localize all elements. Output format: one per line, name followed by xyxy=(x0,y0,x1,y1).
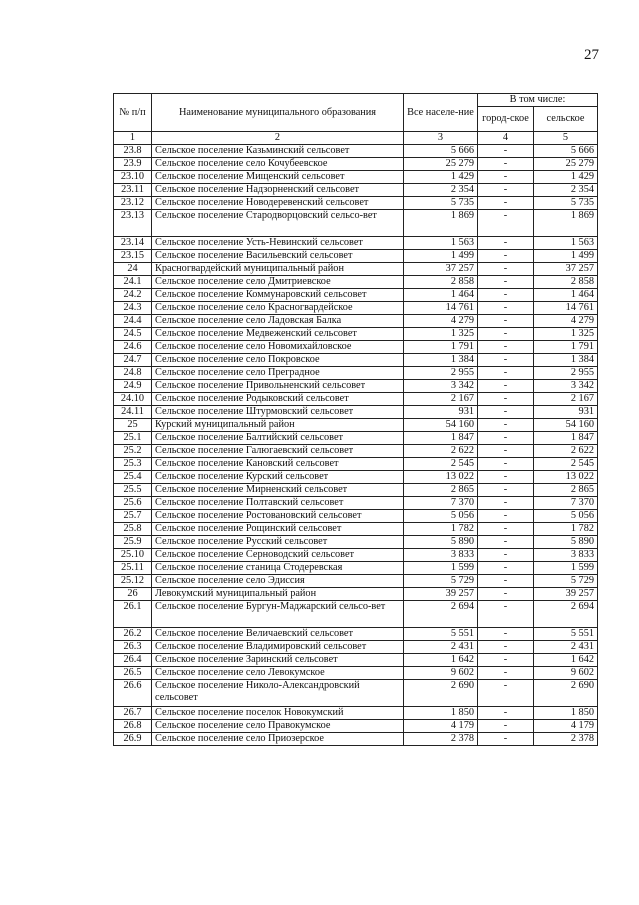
table-row xyxy=(114,680,598,707)
rural-population: 1 599 xyxy=(534,562,598,575)
rural-population: 5 735 xyxy=(534,197,598,210)
total-population: 5 666 xyxy=(404,145,478,158)
row-number: 25.10 xyxy=(114,549,152,562)
rural-population: 1 464 xyxy=(534,289,598,302)
municipality-name: Сельское поселение Надзорненский сельсовет xyxy=(152,184,404,197)
rural-population: 1 429 xyxy=(534,171,598,184)
total-population: 13 022 xyxy=(404,471,478,484)
table-row xyxy=(114,184,598,197)
row-number: 26.5 xyxy=(114,667,152,680)
total-population: 39 257 xyxy=(404,588,478,601)
row-number: 24.2 xyxy=(114,289,152,302)
row-number: 23.14 xyxy=(114,237,152,250)
table-row xyxy=(114,393,598,406)
municipality-name: Красногвардейский муниципальный район xyxy=(152,263,404,276)
urban-population: - xyxy=(478,471,534,484)
table-row xyxy=(114,523,598,536)
urban-population: - xyxy=(478,562,534,575)
municipality-name: Сельское поселение Штурмовский сельсовет xyxy=(152,406,404,419)
municipality-name: Сельское поселение Мищенский сельсовет xyxy=(152,171,404,184)
municipality-name: Сельское поселение Стародворцовский сельсо-вет xyxy=(152,210,404,237)
row-number: 25.12 xyxy=(114,575,152,588)
row-number: 25.1 xyxy=(114,432,152,445)
municipality-name: Сельское поселение Родыковский сельсовет xyxy=(152,393,404,406)
total-population: 25 279 xyxy=(404,158,478,171)
table-row xyxy=(114,575,598,588)
urban-population: - xyxy=(478,654,534,667)
rural-population: 4 179 xyxy=(534,720,598,733)
municipality-name: Сельское поселение Заринский сельсовет xyxy=(152,654,404,667)
urban-population: - xyxy=(478,315,534,328)
rural-population: 5 729 xyxy=(534,575,598,588)
row-number: 25.7 xyxy=(114,510,152,523)
row-number: 26.7 xyxy=(114,707,152,720)
municipality-name: Сельское поселение Мирненский сельсовет xyxy=(152,484,404,497)
municipality-name: Сельское поселение село Покровское xyxy=(152,354,404,367)
rural-population: 1 642 xyxy=(534,654,598,667)
urban-population: - xyxy=(478,302,534,315)
header-including: В том числе: xyxy=(478,94,598,107)
urban-population: - xyxy=(478,497,534,510)
table-row xyxy=(114,536,598,549)
row-number: 24.1 xyxy=(114,276,152,289)
table-row xyxy=(114,276,598,289)
urban-population: - xyxy=(478,445,534,458)
table-row xyxy=(114,432,598,445)
row-number: 24.6 xyxy=(114,341,152,354)
rural-population: 2 545 xyxy=(534,458,598,471)
urban-population: - xyxy=(478,588,534,601)
row-number: 23.12 xyxy=(114,197,152,210)
total-population: 7 370 xyxy=(404,497,478,510)
row-number: 25.4 xyxy=(114,471,152,484)
rural-population: 37 257 xyxy=(534,263,598,276)
row-number: 24 xyxy=(114,263,152,276)
urban-population: - xyxy=(478,276,534,289)
row-number: 25.5 xyxy=(114,484,152,497)
header-rural: сельское xyxy=(534,107,598,132)
row-number: 23.11 xyxy=(114,184,152,197)
total-population: 3 342 xyxy=(404,380,478,393)
municipality-name: Сельское поселение село Приозерское xyxy=(152,733,404,746)
total-population: 2 545 xyxy=(404,458,478,471)
row-number: 25.9 xyxy=(114,536,152,549)
header-name: Наименование муниципального образования xyxy=(152,94,404,132)
urban-population: - xyxy=(478,263,534,276)
rural-population: 5 056 xyxy=(534,510,598,523)
rural-population: 1 782 xyxy=(534,523,598,536)
column-number: 5 xyxy=(534,132,598,145)
urban-population: - xyxy=(478,707,534,720)
rural-population: 2 858 xyxy=(534,276,598,289)
municipality-name: Сельское поселение село Правокумское xyxy=(152,720,404,733)
column-number: 4 xyxy=(478,132,534,145)
table-row xyxy=(114,497,598,510)
urban-population: - xyxy=(478,289,534,302)
table-row xyxy=(114,315,598,328)
urban-population: - xyxy=(478,667,534,680)
table-row xyxy=(114,458,598,471)
table-row xyxy=(114,210,598,237)
table-row xyxy=(114,445,598,458)
municipality-name: Сельское поселение Балтийский сельсовет xyxy=(152,432,404,445)
total-population: 1 850 xyxy=(404,707,478,720)
rural-population: 13 022 xyxy=(534,471,598,484)
municipality-name: Сельское поселение Медвеженский сельсовет xyxy=(152,328,404,341)
total-population: 2 955 xyxy=(404,367,478,380)
table-row xyxy=(114,237,598,250)
municipality-name: Сельское поселение село Ладовская Балка xyxy=(152,315,404,328)
column-number: 3 xyxy=(404,132,478,145)
row-number: 24.9 xyxy=(114,380,152,393)
municipality-name: Сельское поселение Русский сельсовет xyxy=(152,536,404,549)
total-population: 1 869 xyxy=(404,210,478,237)
rural-population: 39 257 xyxy=(534,588,598,601)
rural-population: 14 761 xyxy=(534,302,598,315)
table-row xyxy=(114,302,598,315)
rural-population: 1 563 xyxy=(534,237,598,250)
table-row xyxy=(114,158,598,171)
urban-population: - xyxy=(478,484,534,497)
rural-population: 1 325 xyxy=(534,328,598,341)
total-population: 4 279 xyxy=(404,315,478,328)
column-number: 2 xyxy=(152,132,404,145)
municipality-name: Сельское поселение Рощинский сельсовет xyxy=(152,523,404,536)
table-row xyxy=(114,328,598,341)
municipality-name: Сельское поселение Васильевский сельсовет xyxy=(152,250,404,263)
row-number: 23.9 xyxy=(114,158,152,171)
header-urban: город-ское xyxy=(478,107,534,132)
rural-population: 2 431 xyxy=(534,641,598,654)
table-row xyxy=(114,720,598,733)
urban-population: - xyxy=(478,641,534,654)
table-row xyxy=(114,341,598,354)
municipality-name: Сельское поселение поселок Новокумский xyxy=(152,707,404,720)
row-number: 23.10 xyxy=(114,171,152,184)
municipality-name: Сельское поселение Кановский сельсовет xyxy=(152,458,404,471)
municipality-name: Левокумский муниципальный район xyxy=(152,588,404,601)
row-number: 25.6 xyxy=(114,497,152,510)
total-population: 2 431 xyxy=(404,641,478,654)
municipality-name: Сельское поселение Ростовановский сельсовет xyxy=(152,510,404,523)
rural-population: 2 354 xyxy=(534,184,598,197)
total-population: 1 599 xyxy=(404,562,478,575)
urban-population: - xyxy=(478,171,534,184)
rural-population: 3 342 xyxy=(534,380,598,393)
rural-population: 1 791 xyxy=(534,341,598,354)
table-row xyxy=(114,654,598,667)
municipality-name: Сельское поселение Галюгаевский сельсовет xyxy=(152,445,404,458)
total-population: 54 160 xyxy=(404,419,478,432)
row-number: 24.7 xyxy=(114,354,152,367)
rural-population: 54 160 xyxy=(534,419,598,432)
header-total: Все населе-ние xyxy=(404,94,478,132)
urban-population: - xyxy=(478,184,534,197)
table-row xyxy=(114,197,598,210)
total-population: 2 378 xyxy=(404,733,478,746)
table-row xyxy=(114,289,598,302)
total-population: 9 602 xyxy=(404,667,478,680)
column-numbers-row xyxy=(114,132,598,145)
row-number: 24.4 xyxy=(114,315,152,328)
urban-population: - xyxy=(478,720,534,733)
urban-population: - xyxy=(478,237,534,250)
municipality-name: Сельское поселение село Красногвардейское xyxy=(152,302,404,315)
rural-population: 2 378 xyxy=(534,733,598,746)
table-row xyxy=(114,354,598,367)
urban-population: - xyxy=(478,341,534,354)
table-header xyxy=(114,94,598,145)
municipality-name: Сельское поселение Владимировский сельсовет xyxy=(152,641,404,654)
total-population: 1 429 xyxy=(404,171,478,184)
total-population: 1 642 xyxy=(404,654,478,667)
row-number: 24.11 xyxy=(114,406,152,419)
rural-population: 9 602 xyxy=(534,667,598,680)
municipality-name: Сельское поселение село Левокумское xyxy=(152,667,404,680)
total-population: 5 729 xyxy=(404,575,478,588)
total-population: 4 179 xyxy=(404,720,478,733)
municipality-name: Сельское поселение Курский сельсовет xyxy=(152,471,404,484)
table-row xyxy=(114,471,598,484)
table-row xyxy=(114,263,598,276)
table-row xyxy=(114,367,598,380)
urban-population: - xyxy=(478,250,534,263)
table-row xyxy=(114,707,598,720)
table-row xyxy=(114,667,598,680)
urban-population: - xyxy=(478,210,534,237)
table-row xyxy=(114,380,598,393)
urban-population: - xyxy=(478,536,534,549)
table-row xyxy=(114,641,598,654)
row-number: 24.3 xyxy=(114,302,152,315)
row-number: 26.4 xyxy=(114,654,152,667)
municipality-name: Сельское поселение Бургун-Маджарский сельсо-вет xyxy=(152,601,404,628)
total-population: 1 847 xyxy=(404,432,478,445)
total-population: 5 735 xyxy=(404,197,478,210)
row-number: 26.6 xyxy=(114,680,152,707)
table-row xyxy=(114,549,598,562)
urban-population: - xyxy=(478,367,534,380)
municipality-name: Сельское поселение Полтавский сельсовет xyxy=(152,497,404,510)
municipality-name: Сельское поселение станица Стодеревская xyxy=(152,562,404,575)
table-row xyxy=(114,628,598,641)
urban-population: - xyxy=(478,145,534,158)
table-row xyxy=(114,171,598,184)
urban-population: - xyxy=(478,158,534,171)
row-number: 23.13 xyxy=(114,210,152,237)
rural-population: 2 167 xyxy=(534,393,598,406)
rural-population: 2 955 xyxy=(534,367,598,380)
row-number: 25.8 xyxy=(114,523,152,536)
total-population: 2 622 xyxy=(404,445,478,458)
rural-population: 1 499 xyxy=(534,250,598,263)
table-row xyxy=(114,562,598,575)
municipality-name: Сельское поселение Величаевский сельсовет xyxy=(152,628,404,641)
table-row xyxy=(114,588,598,601)
municipality-name: Сельское поселение Серноводский сельсовет xyxy=(152,549,404,562)
page-number: 27 xyxy=(584,47,599,63)
urban-population: - xyxy=(478,523,534,536)
table-row xyxy=(114,250,598,263)
total-population: 1 791 xyxy=(404,341,478,354)
municipality-name: Сельское поселение Казьминский сельсовет xyxy=(152,145,404,158)
total-population: 3 833 xyxy=(404,549,478,562)
municipality-name: Сельское поселение Коммунаровский сельсовет xyxy=(152,289,404,302)
urban-population: - xyxy=(478,393,534,406)
municipality-name: Сельское поселение Новодеревенский сельсовет xyxy=(152,197,404,210)
urban-population: - xyxy=(478,197,534,210)
municipality-name: Сельское поселение село Преградное xyxy=(152,367,404,380)
total-population: 1 499 xyxy=(404,250,478,263)
total-population: 5 551 xyxy=(404,628,478,641)
rural-population: 5 890 xyxy=(534,536,598,549)
municipality-name: Сельское поселение село Кочубеевское xyxy=(152,158,404,171)
urban-population: - xyxy=(478,406,534,419)
total-population: 1 782 xyxy=(404,523,478,536)
urban-population: - xyxy=(478,458,534,471)
total-population: 2 694 xyxy=(404,601,478,628)
row-number: 25.2 xyxy=(114,445,152,458)
urban-population: - xyxy=(478,419,534,432)
urban-population: - xyxy=(478,432,534,445)
municipality-name: Сельское поселение Николо-Александровский сельсовет xyxy=(152,680,404,707)
row-number: 25 xyxy=(114,419,152,432)
row-number: 26.1 xyxy=(114,601,152,628)
row-number: 26.2 xyxy=(114,628,152,641)
urban-population: - xyxy=(478,733,534,746)
total-population: 1 464 xyxy=(404,289,478,302)
row-number: 26.3 xyxy=(114,641,152,654)
total-population: 2 690 xyxy=(404,680,478,707)
row-number: 24.10 xyxy=(114,393,152,406)
row-number: 26 xyxy=(114,588,152,601)
total-population: 5 056 xyxy=(404,510,478,523)
rural-population: 25 279 xyxy=(534,158,598,171)
urban-population: - xyxy=(478,680,534,707)
rural-population: 931 xyxy=(534,406,598,419)
urban-population: - xyxy=(478,601,534,628)
table-row xyxy=(114,510,598,523)
header-no: № п/п xyxy=(114,94,152,132)
column-number: 1 xyxy=(114,132,152,145)
municipality-name: Сельское поселение Усть-Невинский сельсовет xyxy=(152,237,404,250)
municipality-name: Сельское поселение село Дмитриевское xyxy=(152,276,404,289)
table-row xyxy=(114,406,598,419)
total-population: 1 384 xyxy=(404,354,478,367)
table-row xyxy=(114,733,598,746)
total-population: 1 325 xyxy=(404,328,478,341)
urban-population: - xyxy=(478,328,534,341)
row-number: 23.8 xyxy=(114,145,152,158)
rural-population: 1 850 xyxy=(534,707,598,720)
rural-population: 4 279 xyxy=(534,315,598,328)
rural-population: 2 694 xyxy=(534,601,598,628)
municipality-name: Сельское поселение село Эдиссия xyxy=(152,575,404,588)
table-row xyxy=(114,145,598,158)
row-number: 24.5 xyxy=(114,328,152,341)
total-population: 37 257 xyxy=(404,263,478,276)
rural-population: 2 865 xyxy=(534,484,598,497)
rural-population: 5 666 xyxy=(534,145,598,158)
rural-population: 2 690 xyxy=(534,680,598,707)
total-population: 2 865 xyxy=(404,484,478,497)
rural-population: 3 833 xyxy=(534,549,598,562)
rural-population: 1 869 xyxy=(534,210,598,237)
population-table xyxy=(113,93,598,746)
table-row xyxy=(114,484,598,497)
rural-population: 5 551 xyxy=(534,628,598,641)
urban-population: - xyxy=(478,549,534,562)
table-row xyxy=(114,419,598,432)
table-row xyxy=(114,601,598,628)
total-population: 2 167 xyxy=(404,393,478,406)
total-population: 5 890 xyxy=(404,536,478,549)
row-number: 26.8 xyxy=(114,720,152,733)
row-number: 25.3 xyxy=(114,458,152,471)
total-population: 14 761 xyxy=(404,302,478,315)
total-population: 2 354 xyxy=(404,184,478,197)
rural-population: 1 384 xyxy=(534,354,598,367)
total-population: 931 xyxy=(404,406,478,419)
row-number: 24.8 xyxy=(114,367,152,380)
urban-population: - xyxy=(478,628,534,641)
urban-population: - xyxy=(478,575,534,588)
rural-population: 7 370 xyxy=(534,497,598,510)
municipality-name: Сельское поселение Привольненский сельсовет xyxy=(152,380,404,393)
rural-population: 1 847 xyxy=(534,432,598,445)
total-population: 1 563 xyxy=(404,237,478,250)
table-body xyxy=(114,145,598,746)
municipality-name: Курский муниципальный район xyxy=(152,419,404,432)
row-number: 26.9 xyxy=(114,733,152,746)
rural-population: 2 622 xyxy=(534,445,598,458)
urban-population: - xyxy=(478,510,534,523)
urban-population: - xyxy=(478,380,534,393)
total-population: 2 858 xyxy=(404,276,478,289)
row-number: 23.15 xyxy=(114,250,152,263)
urban-population: - xyxy=(478,354,534,367)
municipality-name: Сельское поселение село Новомихайловское xyxy=(152,341,404,354)
row-number: 25.11 xyxy=(114,562,152,575)
